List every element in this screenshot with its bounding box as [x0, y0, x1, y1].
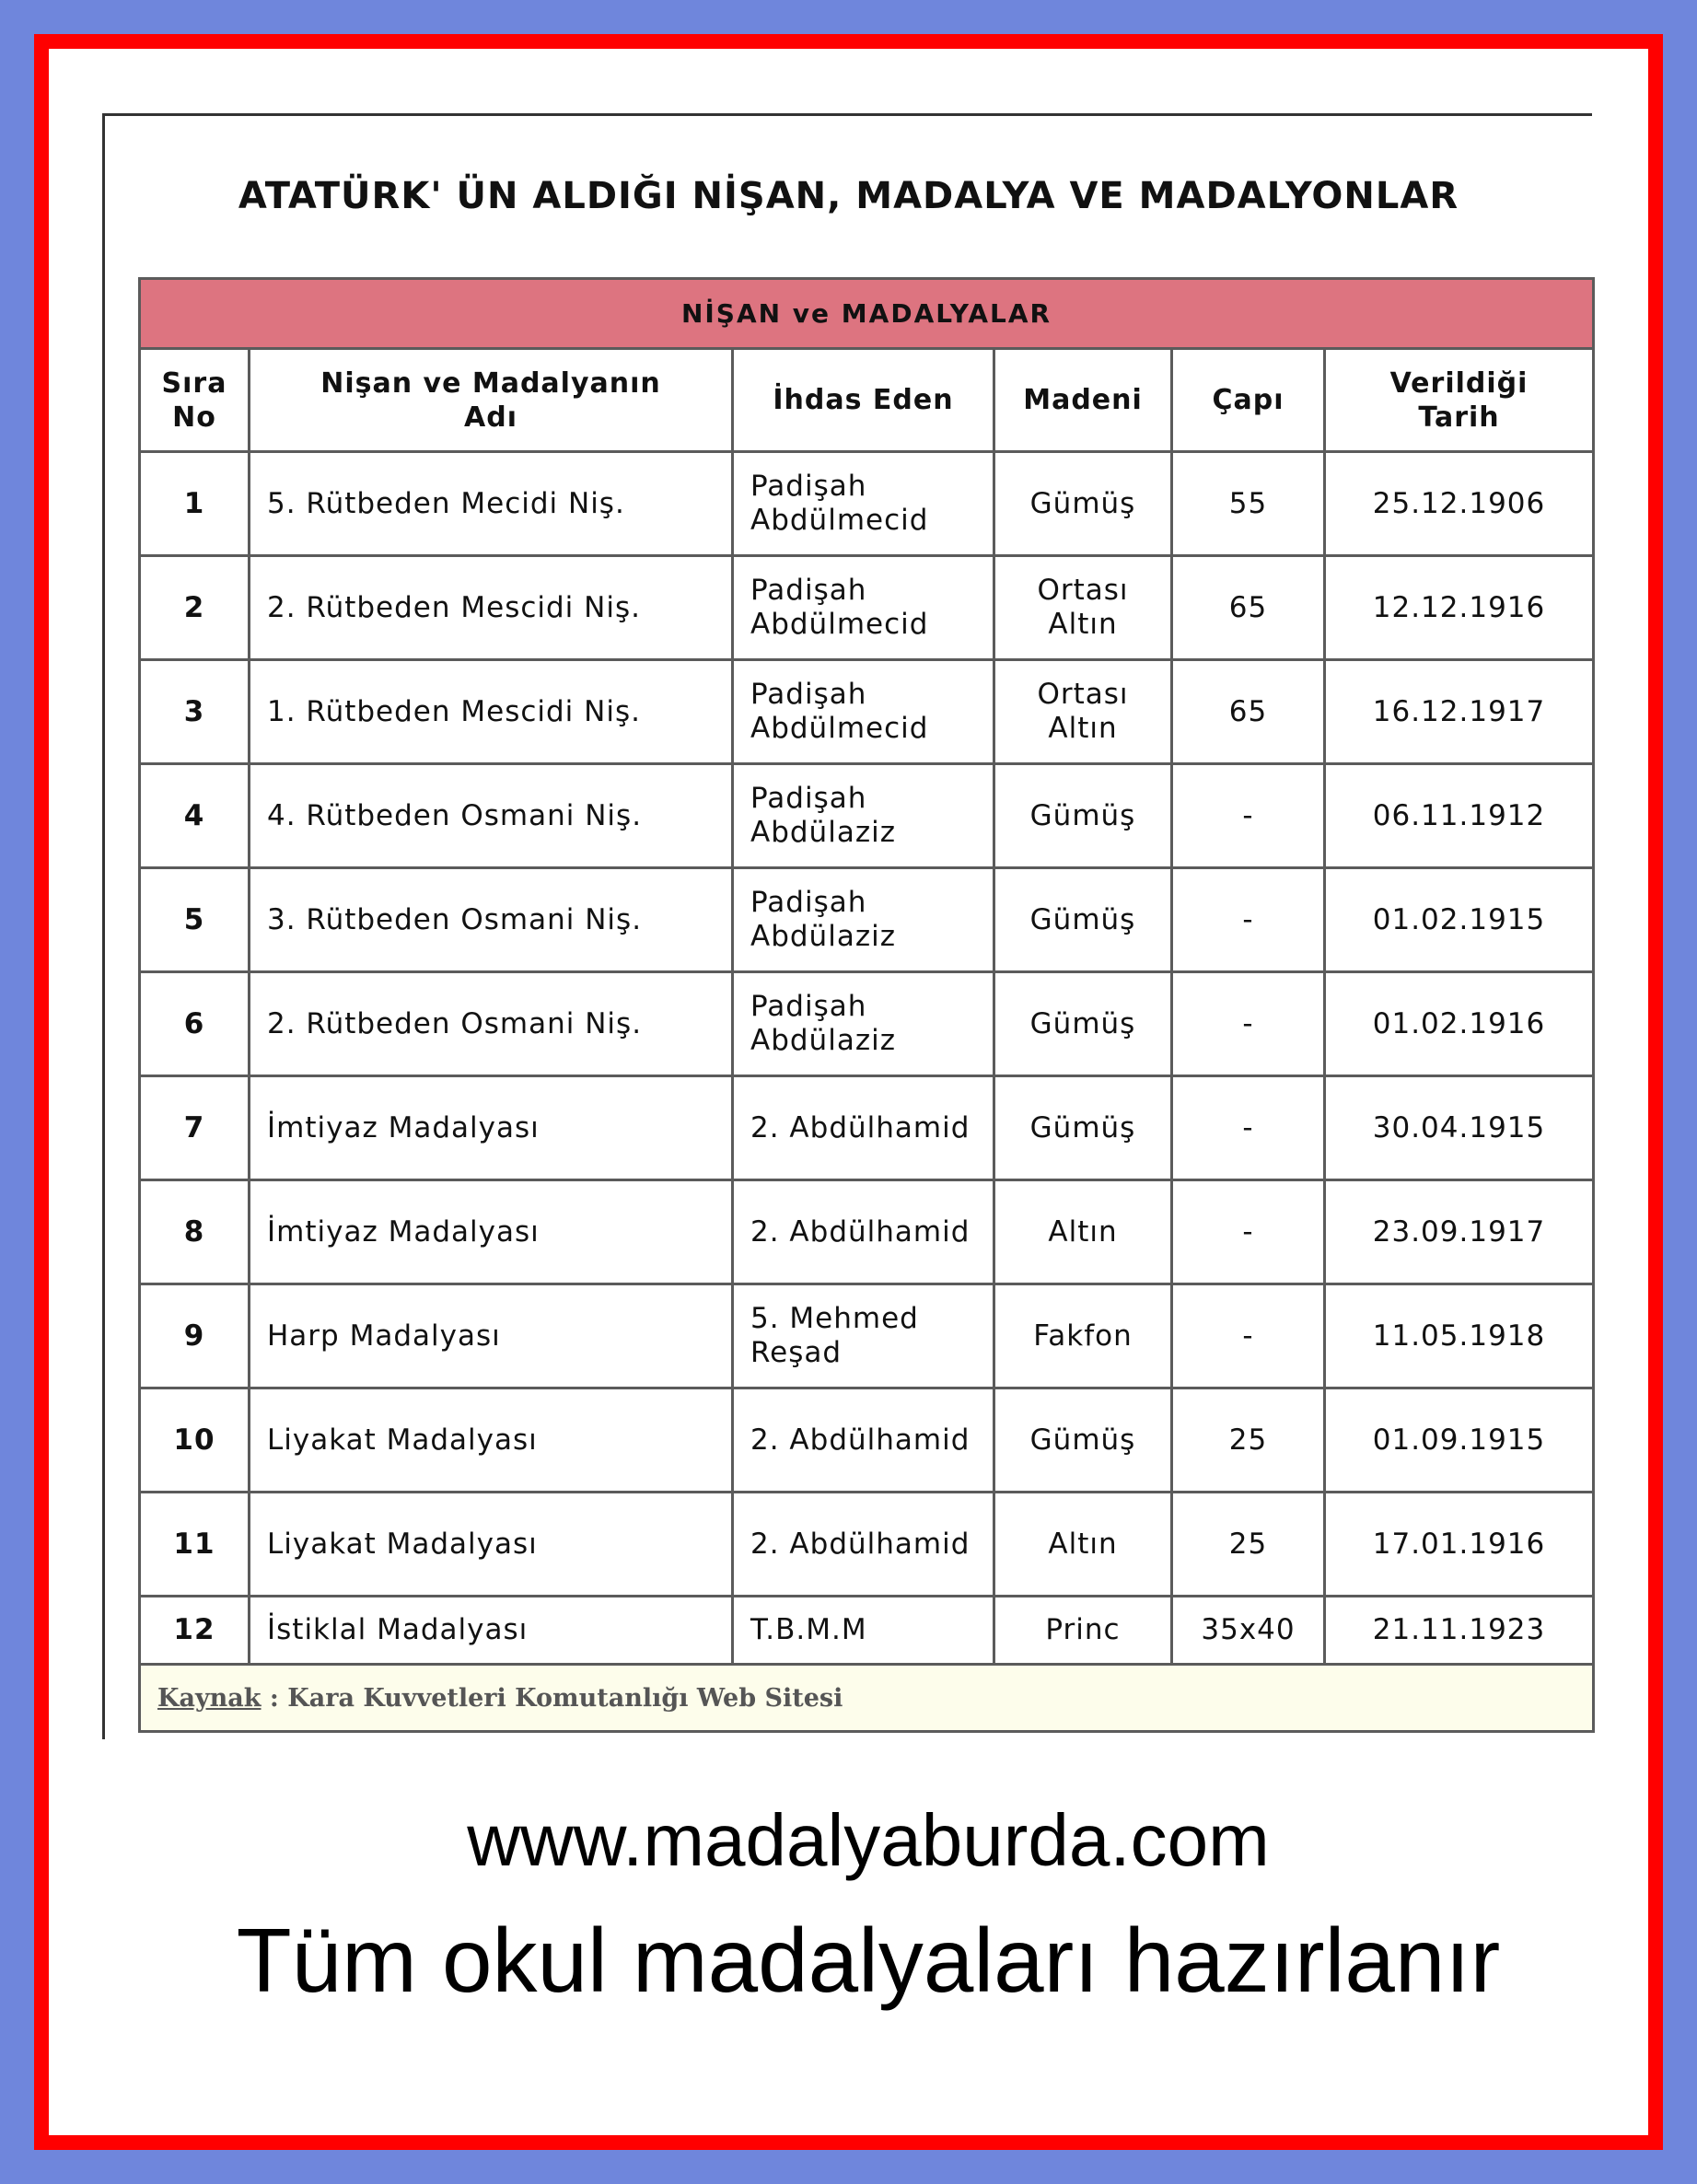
cell-diameter: 25	[1173, 1389, 1323, 1491]
table-caption-row	[141, 280, 1592, 347]
cell-name: İstiklal Madalyası	[250, 1597, 731, 1663]
cell-name: İmtiyaz Madalyası	[250, 1077, 731, 1179]
source-row	[141, 1666, 1592, 1730]
cell-metal: Altın	[995, 1181, 1170, 1283]
table-row	[141, 1389, 1592, 1491]
header-date-line1: Verildiği	[1389, 366, 1528, 400]
cell-diameter: 65	[1173, 661, 1323, 762]
header-name	[250, 350, 731, 450]
cell-metal: Ortası Altın	[995, 661, 1170, 762]
cell-no: 4	[141, 765, 248, 866]
table-row	[141, 661, 1592, 762]
cell-metal: Altın	[995, 1493, 1170, 1595]
cell-by: 2. Abdülhamid	[734, 1389, 993, 1491]
table-row	[141, 1493, 1592, 1595]
cell-date: 11.05.1918	[1326, 1285, 1592, 1387]
cell-no: 9	[141, 1285, 248, 1387]
cell-date: 23.09.1917	[1326, 1181, 1592, 1283]
cell-metal: Gümüş	[995, 1389, 1170, 1491]
cell-no: 11	[141, 1493, 248, 1595]
cell-no: 3	[141, 661, 248, 762]
header-date	[1326, 350, 1592, 450]
cell-by: Padişah Abdülaziz	[734, 869, 993, 970]
header-name-line2: Adı	[464, 401, 517, 434]
cell-no: 2	[141, 557, 248, 658]
cell-date: 12.12.1916	[1326, 557, 1592, 658]
cell-by: Padişah Abdülmecid	[734, 453, 993, 554]
page-title: ATATÜRK' ÜN ALDIĞI NİŞAN, MADALYA VE MADALYONLAR	[238, 175, 1459, 217]
cell-metal: Fakfon	[995, 1285, 1170, 1387]
table-row	[141, 1285, 1592, 1387]
cell-name: 3. Rütbeden Osmani Niş.	[250, 869, 731, 970]
cell-no: 10	[141, 1389, 248, 1491]
header-no-line1: Sıra	[161, 366, 227, 400]
cell-metal: Ortası Altın	[995, 557, 1170, 658]
cell-diameter: 25	[1173, 1493, 1323, 1595]
cell-by: 5. Mehmed Reşad	[734, 1285, 993, 1387]
cell-metal: Princ	[995, 1597, 1170, 1663]
source-text: : Kara Kuvvetleri Komutanlığı Web Sitesi	[261, 1683, 843, 1713]
cell-date: 16.12.1917	[1326, 661, 1592, 762]
header-by: İhdas Eden	[734, 350, 993, 450]
cell-no: 5	[141, 869, 248, 970]
table-body	[141, 453, 1592, 1663]
cell-by: 2. Abdülhamid	[734, 1077, 993, 1179]
table-row	[141, 1181, 1592, 1283]
cell-diameter: 65	[1173, 557, 1323, 658]
cell-no: 12	[141, 1597, 248, 1663]
cell-name: 2. Rütbeden Mescidi Niş.	[250, 557, 731, 658]
cell-by: T.B.M.M	[734, 1597, 993, 1663]
cell-by: Padişah Abdülaziz	[734, 973, 993, 1075]
content-box	[102, 113, 1592, 1739]
cell-date: 01.02.1916	[1326, 973, 1592, 1075]
cell-name: Harp Madalyası	[250, 1285, 731, 1387]
header-diameter: Çapı	[1173, 350, 1323, 450]
cell-date: 30.04.1915	[1326, 1077, 1592, 1179]
cell-diameter: -	[1173, 973, 1323, 1075]
cell-date: 17.01.1916	[1326, 1493, 1592, 1595]
source-cell	[141, 1666, 1592, 1730]
cell-diameter: 35x40	[1173, 1597, 1323, 1663]
cell-name: İmtiyaz Madalyası	[250, 1181, 731, 1283]
header-no	[141, 350, 248, 450]
slogan: Tüm okul madalyaları hazırlanır	[236, 1910, 1501, 2011]
cell-diameter: -	[1173, 869, 1323, 970]
table-row	[141, 1077, 1592, 1179]
cell-metal: Gümüş	[995, 973, 1170, 1075]
cell-date: 01.02.1915	[1326, 869, 1592, 970]
cell-metal: Gümüş	[995, 869, 1170, 970]
cell-diameter: -	[1173, 1285, 1323, 1387]
cell-by: 2. Abdülhamid	[734, 1493, 993, 1595]
table-row	[141, 453, 1592, 554]
cell-date: 25.12.1906	[1326, 453, 1592, 554]
cell-no: 6	[141, 973, 248, 1075]
header-date-line2: Tarih	[1418, 401, 1500, 434]
site-url: www.madalyaburda.com	[467, 1799, 1270, 1881]
cell-date: 01.09.1915	[1326, 1389, 1592, 1491]
cell-no: 1	[141, 453, 248, 554]
header-no-line2: No	[172, 401, 216, 434]
table-caption: NİŞAN ve MADALYALAR	[141, 280, 1592, 347]
cell-name: Liyakat Madalyası	[250, 1493, 731, 1595]
cell-diameter: -	[1173, 1181, 1323, 1283]
cell-date: 21.11.1923	[1326, 1597, 1592, 1663]
cell-by: Padişah Abdülaziz	[734, 765, 993, 866]
cell-by: 2. Abdülhamid	[734, 1181, 993, 1283]
table-header-row	[141, 350, 1592, 450]
cell-name: 4. Rütbeden Osmani Niş.	[250, 765, 731, 866]
cell-diameter: -	[1173, 765, 1323, 866]
cell-name: 2. Rütbeden Osmani Niş.	[250, 973, 731, 1075]
header-metal: Madeni	[995, 350, 1170, 450]
table-row	[141, 557, 1592, 658]
medal-table	[138, 277, 1595, 1733]
cell-name: 5. Rütbeden Mecidi Niş.	[250, 453, 731, 554]
cell-by: Padişah Abdülmecid	[734, 661, 993, 762]
cell-by: Padişah Abdülmecid	[734, 557, 993, 658]
header-name-line1: Nişan ve Madalyanın	[320, 366, 661, 400]
table-row	[141, 973, 1592, 1075]
cell-date: 06.11.1912	[1326, 765, 1592, 866]
table-row	[141, 765, 1592, 866]
cell-no: 8	[141, 1181, 248, 1283]
cell-name: Liyakat Madalyası	[250, 1389, 731, 1491]
cell-diameter: 55	[1173, 453, 1323, 554]
white-panel	[49, 49, 1648, 2135]
cell-metal: Gümüş	[995, 453, 1170, 554]
table-row	[141, 869, 1592, 970]
cell-name: 1. Rütbeden Mescidi Niş.	[250, 661, 731, 762]
cell-metal: Gümüş	[995, 1077, 1170, 1179]
cell-diameter: -	[1173, 1077, 1323, 1179]
red-frame	[34, 34, 1663, 2150]
table-row	[141, 1597, 1592, 1663]
cell-no: 7	[141, 1077, 248, 1179]
source-link[interactable]: Kaynak	[157, 1683, 262, 1713]
cell-metal: Gümüş	[995, 765, 1170, 866]
